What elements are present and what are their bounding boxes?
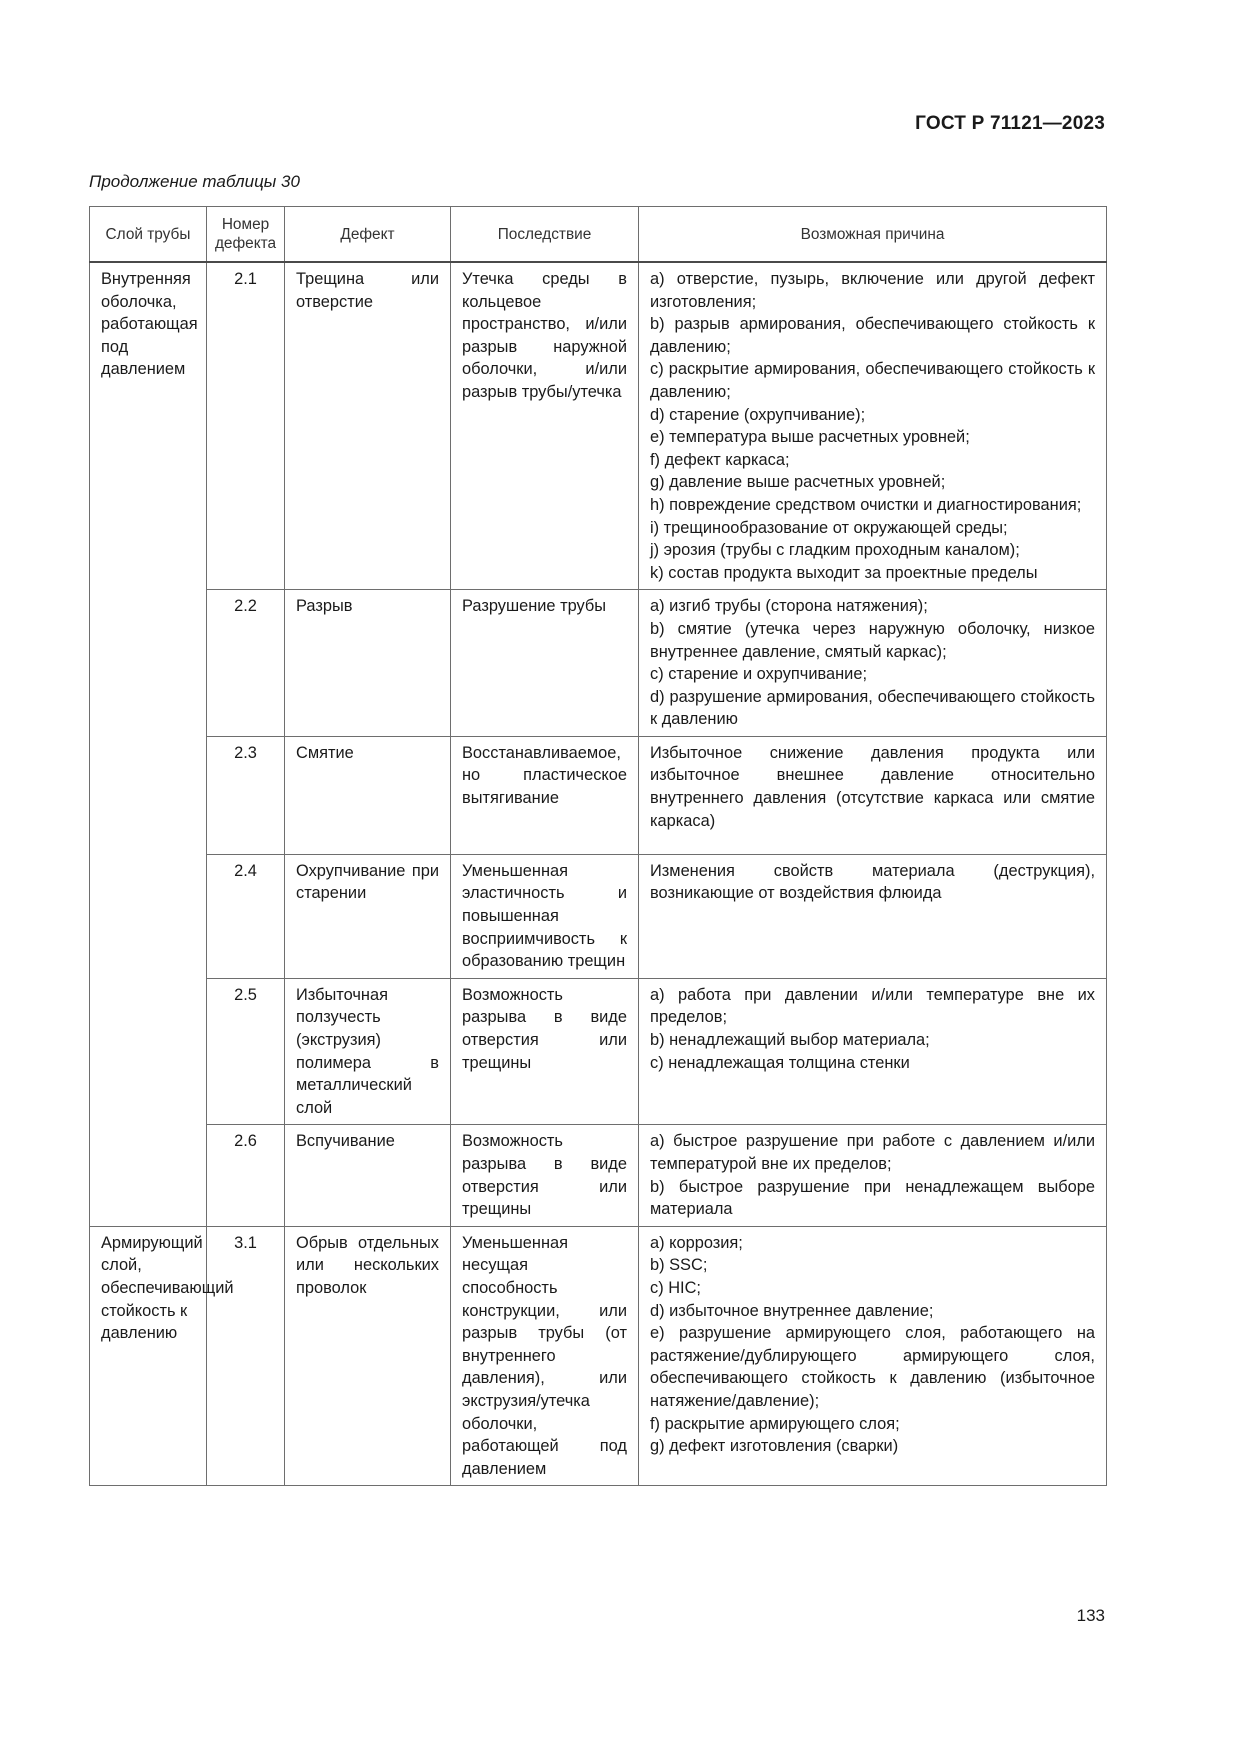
cell-layer: Внутренняя оболочка, работающая под давлением — [90, 262, 207, 1226]
table-header — [90, 207, 1107, 263]
cause-item: c) раскрытие армирования, обеспечивающего стойкость к давлению; — [650, 360, 1095, 401]
cause-item: c) HIC; — [650, 1278, 701, 1297]
cell-possible-cause — [639, 262, 1107, 590]
cell-defect: Вспучивание — [285, 1125, 451, 1226]
cell-consequence: Восстанавливаемое, но пластическое вытягивание — [451, 736, 639, 854]
cell-defect: Избыточная ползучесть (экструзия) полимера в металлический слой — [285, 978, 451, 1125]
cell-layer: Армирующий слой, обеспечивающий стойкость к давлению — [90, 1226, 207, 1486]
cause-item: i) трещинообразование от окружающей среды; — [650, 518, 1008, 537]
cell-defect: Смятие — [285, 736, 451, 854]
cell-defect-number: 2.5 — [207, 978, 285, 1125]
cause-item: a) коррозия; — [650, 1233, 743, 1252]
cell-defect-number: 3.1 — [207, 1226, 285, 1486]
cell-defect: Трещина или отверстие — [285, 262, 451, 590]
cause-item: d) старение (охрупчивание); — [650, 405, 866, 424]
cell-defect-number: 2.3 — [207, 736, 285, 854]
cause-item: a) изгиб трубы (сторона натяжения); — [650, 597, 928, 616]
cause-item: Изменения свойств материала (деструкция), возникающие от воздействия флюида — [650, 861, 1095, 903]
cause-item: d) избыточное внутреннее давление; — [650, 1301, 934, 1320]
cause-item: h) повреждение средством очистки и диагностирования; — [650, 495, 1082, 514]
table-row — [90, 262, 1107, 590]
cell-defect: Охрупчивание при старении — [285, 854, 451, 978]
column-header-defect: Дефект — [285, 207, 451, 263]
cause-item: f) раскрытие армирующего слоя; — [650, 1414, 900, 1433]
cell-consequence: Разрушение трубы — [451, 590, 639, 737]
cause-item: a) быстрое разрушение при работе с давлением и/или температурой вне их пределов; — [650, 1132, 1095, 1173]
document-code: ГОСТ Р 71121—2023 — [915, 113, 1105, 134]
cell-defect-number: 2.1 — [207, 262, 285, 590]
cause-item: f) дефект каркаса; — [650, 450, 790, 469]
cell-possible-cause — [639, 590, 1107, 737]
column-header-consequence: Последствие — [451, 207, 639, 263]
cause-item: g) давление выше расчетных уровней; — [650, 473, 946, 492]
table-continuation-caption: Продолжение таблицы 30 — [89, 172, 300, 191]
table-row — [90, 1226, 1107, 1486]
cell-possible-cause — [639, 1125, 1107, 1226]
cause-item: Избыточное снижение давления продукта или избыточное внешнее давление относительно внутреннего давления (отсутствие каркаса или смятие каркаса) — [650, 743, 1095, 830]
cell-consequence: Уменьшенная эластичность и повышенная восприимчивость к образованию трещин — [451, 854, 639, 978]
cause-item: c) старение и охрупчивание; — [650, 665, 867, 684]
table-row — [90, 854, 1107, 978]
table-row — [90, 978, 1107, 1125]
table-header-row — [90, 207, 1107, 263]
cause-item: e) температура выше расчетных уровней; — [650, 428, 970, 447]
cause-item: b) быстрое разрушение при ненадлежащем выборе материала — [650, 1177, 1095, 1219]
cause-item: j) эрозия (трубы с гладким проходным каналом); — [650, 541, 1020, 560]
cause-item: d) разрушение армирования, обеспечивающего стойкость к давлению — [650, 687, 1095, 729]
defects-table — [89, 206, 1107, 1486]
cell-possible-cause — [639, 1226, 1107, 1486]
cell-consequence: Возможность разрыва в виде отверстия или трещины — [451, 1125, 639, 1226]
cell-defect: Обрыв отдельных или нескольких проволок — [285, 1226, 451, 1486]
cell-defect-number: 2.2 — [207, 590, 285, 737]
cause-item: b) ненадлежащий выбор материала; — [650, 1031, 930, 1050]
cause-item: e) разрушение армирующего слоя, работающего на растяжение/дублирующего армирующего слоя, обеспечивающего стойкость к давлению (избыточное натяжение/давление); — [650, 1324, 1095, 1410]
table-body — [90, 262, 1107, 1486]
cell-defect-number: 2.4 — [207, 854, 285, 978]
cause-item: c) ненадлежащая толщина стенки — [650, 1053, 910, 1072]
cell-possible-cause — [639, 736, 1107, 854]
cell-consequence: Утечка среды в кольцевое пространство, и/или разрыв наружной оболочки, и/или разрыв трубы/утечка — [451, 262, 639, 590]
cell-possible-cause — [639, 978, 1107, 1125]
table-row — [90, 1125, 1107, 1226]
cause-item: g) дефект изготовления (сварки) — [650, 1437, 899, 1456]
cause-item: b) смятие (утечка через наружную оболочку, низкое внутреннее давление, смятый каркас); — [650, 619, 1095, 661]
cause-item: k) состав продукта выходит за проектные пределы — [650, 563, 1038, 582]
cell-consequence: Уменьшенная несущая способность конструкции, или разрыв трубы (от внутреннего давления), или экструзия/утечка оболочки, работающей под давлением — [451, 1226, 639, 1486]
cause-item: a) отверстие, пузырь, включение или другой дефект изготовления; — [650, 270, 1095, 311]
cause-item: b) SSC; — [650, 1256, 708, 1275]
table-row — [90, 736, 1107, 854]
column-header-cause: Возможная причина — [639, 207, 1107, 263]
cell-possible-cause — [639, 854, 1107, 978]
cause-item: a) работа при давлении и/или температуре вне их пределов; — [650, 985, 1095, 1027]
column-header-number: Номер дефекта — [207, 207, 285, 263]
cause-item: b) разрыв армирования, обеспечивающего стойкость к давлению; — [650, 315, 1095, 356]
cell-defect: Разрыв — [285, 590, 451, 737]
table-row — [90, 590, 1107, 737]
cell-defect-number: 2.6 — [207, 1125, 285, 1226]
cell-consequence: Возможность разрыва в виде отверстия или трещины — [451, 978, 639, 1125]
column-header-layer: Слой трубы — [90, 207, 207, 263]
page-number: 133 — [1076, 1606, 1105, 1625]
